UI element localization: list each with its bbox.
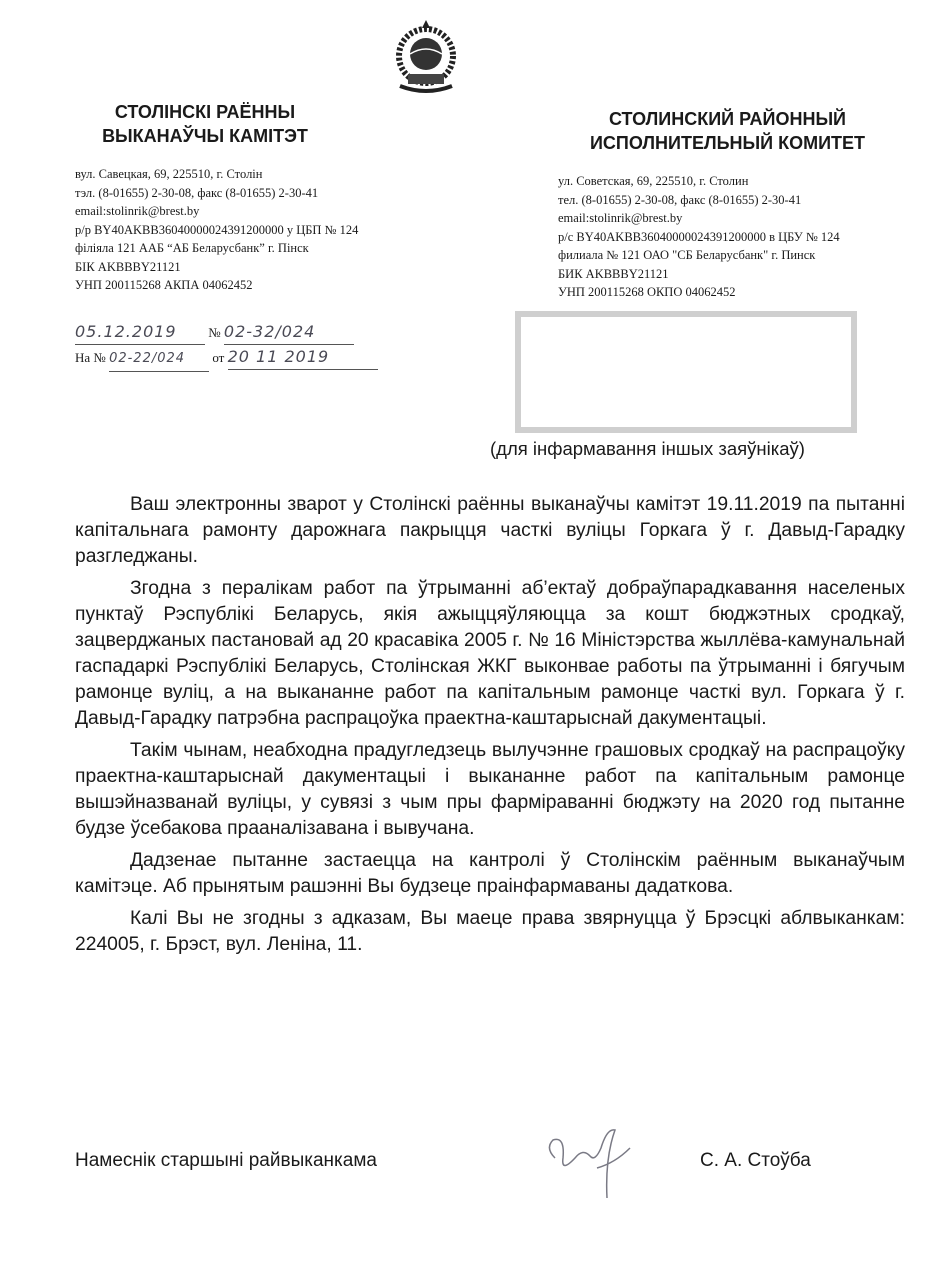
org-name-belarusian — [70, 100, 340, 148]
phone-fax: тел. (8-01655) 2-30-08, факс (8-01655) 2-30-41 — [558, 192, 802, 207]
org-name-line: СТОЛІНСКІ РАЁННЫ — [114, 102, 296, 122]
reference-date: 20 11 2019 — [228, 345, 378, 370]
bic: БИК AKBBBY21121 — [558, 266, 669, 281]
reference-label: На № — [75, 350, 106, 365]
org-name-line: ВЫКАНАЎЧЫ КАМІТЭТ — [102, 126, 308, 146]
recipient-note: (для інфармавання іншых заяўнікаў) — [490, 438, 805, 459]
outgoing-number: 02-32/024 — [224, 320, 354, 345]
letter-body — [75, 492, 905, 964]
org-name-line: ИСПОЛНИТЕЛЬНЫЙ КОМИТЕТ — [589, 133, 866, 153]
email: email:stolinrik@brest.by — [558, 211, 683, 225]
paragraph: Згодна з пералікам работ па ўтрыманні аб’ектаў добраўпарадкавання населеных пунктаў Рэспублікі Беларусь, якія ажыццяўляюцца за кошт бюджэтных сродкаў, зацверджаных пастановай ад 20 красавіка 2005 г. № 16 Міністэрства жыллёва-камунальнай гаспадаркі Рэспублікі Беларусь, Столінская ЖКГ выконвае работы па ўтрыманні і бягучым рамонце вуліц, а на выкананне работ па капітальным рамонце часткі вул. Горкага ў г. Давыд-Гарадку патрэбна распрацоўка праектна-каштарыснай дакументацыі. — [75, 578, 905, 729]
from-label: от — [212, 350, 225, 365]
requisites-belarusian — [75, 165, 358, 295]
requisites-russian — [558, 172, 840, 302]
reference-number: 02-22/024 — [109, 347, 209, 372]
number-label: № — [208, 325, 221, 340]
bic: БІК AKBBBY21121 — [75, 259, 181, 274]
bank-branch: филиала № 121 ОАО "СБ Беларусбанк" г. Пинск — [558, 248, 816, 262]
paragraph: Такім чынам, неабходна прадугледзець вылучэнне грашовых сродкаў на распрацоўку праектна-каштарыснай дакументацыі і выкананне работ па капітальным рамонце вышэйназванай вуліцы, у сувязі з чым пры фарміраванні бюджэту на 2020 год пытанне будзе ўсебакова прааналізавана і вывучана. — [75, 740, 905, 839]
tax-id: УНП 200115268 ОКПО 04062452 — [558, 285, 736, 299]
outgoing-date: 05.12.2019 — [75, 320, 205, 345]
paragraph: Дадзенае пытанне застаецца на кантролі ў Столінскім раённым выканаўчым камітэце. Аб прынятым рашэнні Вы будзеце праінфармаваны дадаткова. — [75, 850, 905, 897]
state-emblem-icon — [390, 14, 462, 94]
email: email:stolinrik@brest.by — [75, 204, 200, 218]
bank-account: р/р BY40AKBB36040000024391200000 у ЦБП № 124 — [75, 222, 359, 237]
bank-account: р/с BY40AKBB36040000024391200000 в ЦБУ № 124 — [558, 229, 840, 244]
signatory-name: С. А. Стоўба — [700, 1150, 811, 1171]
signatory-title: Намеснік старшыні райвыканкама — [75, 1150, 377, 1171]
handwritten-signature-icon — [535, 1118, 655, 1208]
phone-fax: тэл. (8-01655) 2-30-08, факс (8-01655) 2-30-41 — [75, 185, 319, 200]
org-name-russian — [555, 107, 900, 155]
address: ул. Советская, 69, 225510, г. Столин — [558, 174, 749, 188]
address: вул. Савецкая, 69, 225510, г. Столін — [75, 167, 263, 181]
paragraph: Ваш электронны зварот у Столінскі раённы выканаўчы камітэт 19.11.2019 па пытанні капітальнага рамонту дарожнага пакрыцця часткі вуліцы Горкага ў г. Давыд-Гарадку разгледжаны. — [75, 494, 905, 567]
registration-block — [75, 320, 378, 372]
tax-id: УНП 200115268 АКПА 04062452 — [75, 278, 253, 292]
bank-branch: філіяла 121 ААБ “АБ Беларусбанк” г. Пінск — [75, 241, 309, 255]
org-name-line: СТОЛИНСКИЙ РАЙОННЫЙ — [609, 109, 846, 129]
paragraph: Калі Вы не згодны з адказам, Вы маеце права звярнуцца ў Брэсцкі аблвыканкам: 224005, г. Брэст, вул. Леніна, 11. — [75, 908, 905, 955]
redacted-addressee — [515, 311, 857, 433]
